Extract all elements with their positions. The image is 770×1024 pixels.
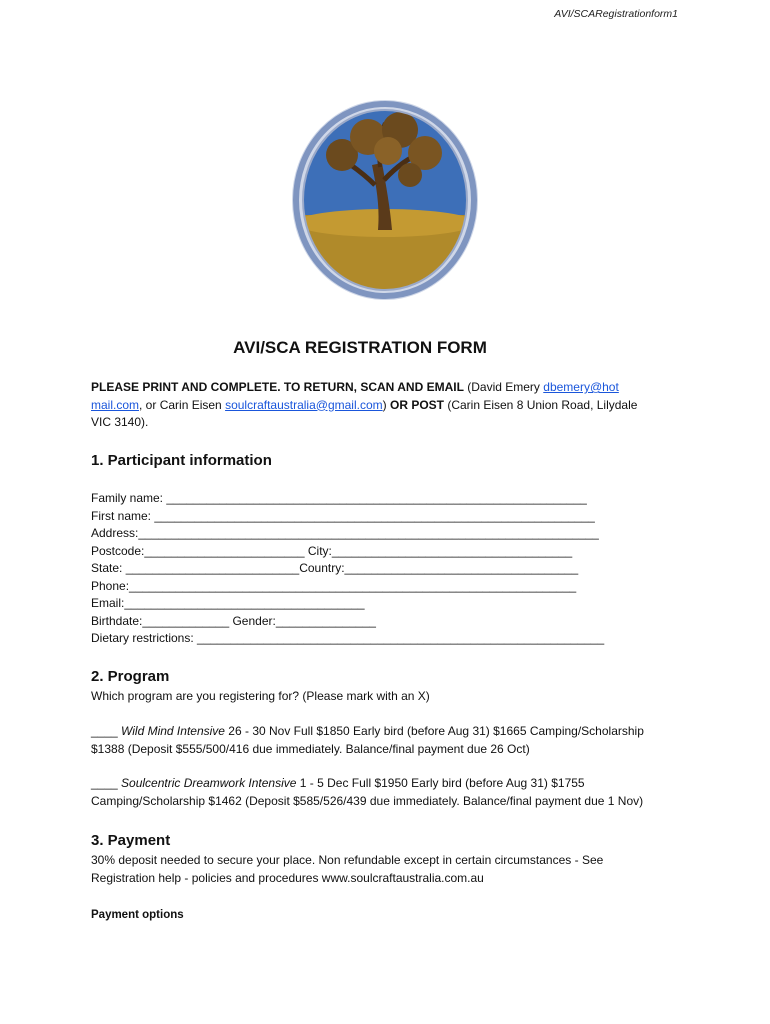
email-link-carin[interactable]: soulcraftaustralia@gmail.com: [225, 397, 383, 412]
program-question: Which program are you registering for? (Please mark with an X): [91, 689, 430, 703]
instructions-text: , or Carin Eisen: [139, 397, 226, 412]
email-link-david[interactable]: dbemery@hot mail.com: [91, 380, 619, 412]
email-field[interactable]: Email:____________________________________: [91, 596, 365, 610]
postal-address-line3: VIC 3140).: [91, 415, 149, 429]
document-reference: AVI/SCARegistrationform1: [554, 8, 678, 20]
family-name-field[interactable]: Family name: _______________________________________________________________: [91, 491, 587, 505]
postal-address: (Carin Eisen 8 Union Road, Lilydale: [444, 397, 638, 412]
option-blank[interactable]: ____: [91, 776, 122, 790]
participant-fields: [91, 490, 631, 648]
section-heading-payment: 3. Payment: [91, 832, 171, 849]
program-option-dreamwork[interactable]: ____ Soulcentric Dreamwork Intensive 1 - 5 Dec Full $1950 Early bird (before Aug 31) $1755 Camping/Scholarship $1462 (Deposit $585/526/439 due immediately. Balance/final payment due 1 Nov): [91, 776, 644, 808]
postcode-city-field[interactable]: Postcode:________________________ City:____________________________________: [91, 543, 573, 558]
program-name: Wild Mind Intensive: [121, 724, 225, 738]
first-name-field[interactable]: First name: __________________________________________________________________: [91, 508, 595, 523]
phone-field[interactable]: Phone:___________________________________________________________________: [91, 578, 577, 593]
section-heading-participant: 1. Participant information: [91, 452, 272, 469]
payment-options-heading: Payment options: [91, 909, 184, 921]
section-heading-program: 2. Program: [91, 668, 170, 685]
address-field[interactable]: Address:_____________________________________________________________________: [91, 526, 599, 540]
program-option-wild-mind[interactable]: ____ Wild Mind Intensive 26 - 30 Nov Full $1850 Early bird (before Aug 31) $1665 Camping/Scholarship $1388 (Deposit $555/500/416 due immediately. Balance/final payment due 26 Oct): [91, 724, 644, 756]
instructions-bold: PLEASE PRINT AND COMPLETE. TO RETURN, SCAN AND EMAIL: [91, 380, 464, 394]
state-country-field[interactable]: State: __________________________Country:___________________________________: [91, 561, 579, 575]
birthdate-gender-field[interactable]: Birthdate:_____________ Gender:_______________: [91, 613, 376, 628]
return-instructions: PLEASE PRINT AND COMPLETE. TO RETURN, SCAN AND EMAIL (David Emery dbemery@hot mail.com, or Carin Eisen soulcraftaustralia@gmail.com) OR POST (Carin Eisen 8 Union Road, Lilydale VIC 3140).: [91, 380, 638, 429]
instructions-text: (David Emery: [463, 380, 544, 394]
program-name: Soulcentric Dreamwork Intensive: [121, 776, 297, 790]
page-title: AVI/SCA REGISTRATION FORM: [233, 338, 487, 357]
payment-description: 30% deposit needed to secure your place. Non refundable except in certain circumstances - See Registration help - policies and procedures www.soulcraftaustralia.com.au: [91, 853, 604, 885]
or-post-label: OR POST: [389, 397, 444, 412]
dietary-restrictions-field[interactable]: Dietary restrictions: _____________________________________________________________: [91, 631, 605, 645]
option-blank[interactable]: ____: [91, 724, 122, 738]
tree-painting-logo: [280, 95, 490, 305]
